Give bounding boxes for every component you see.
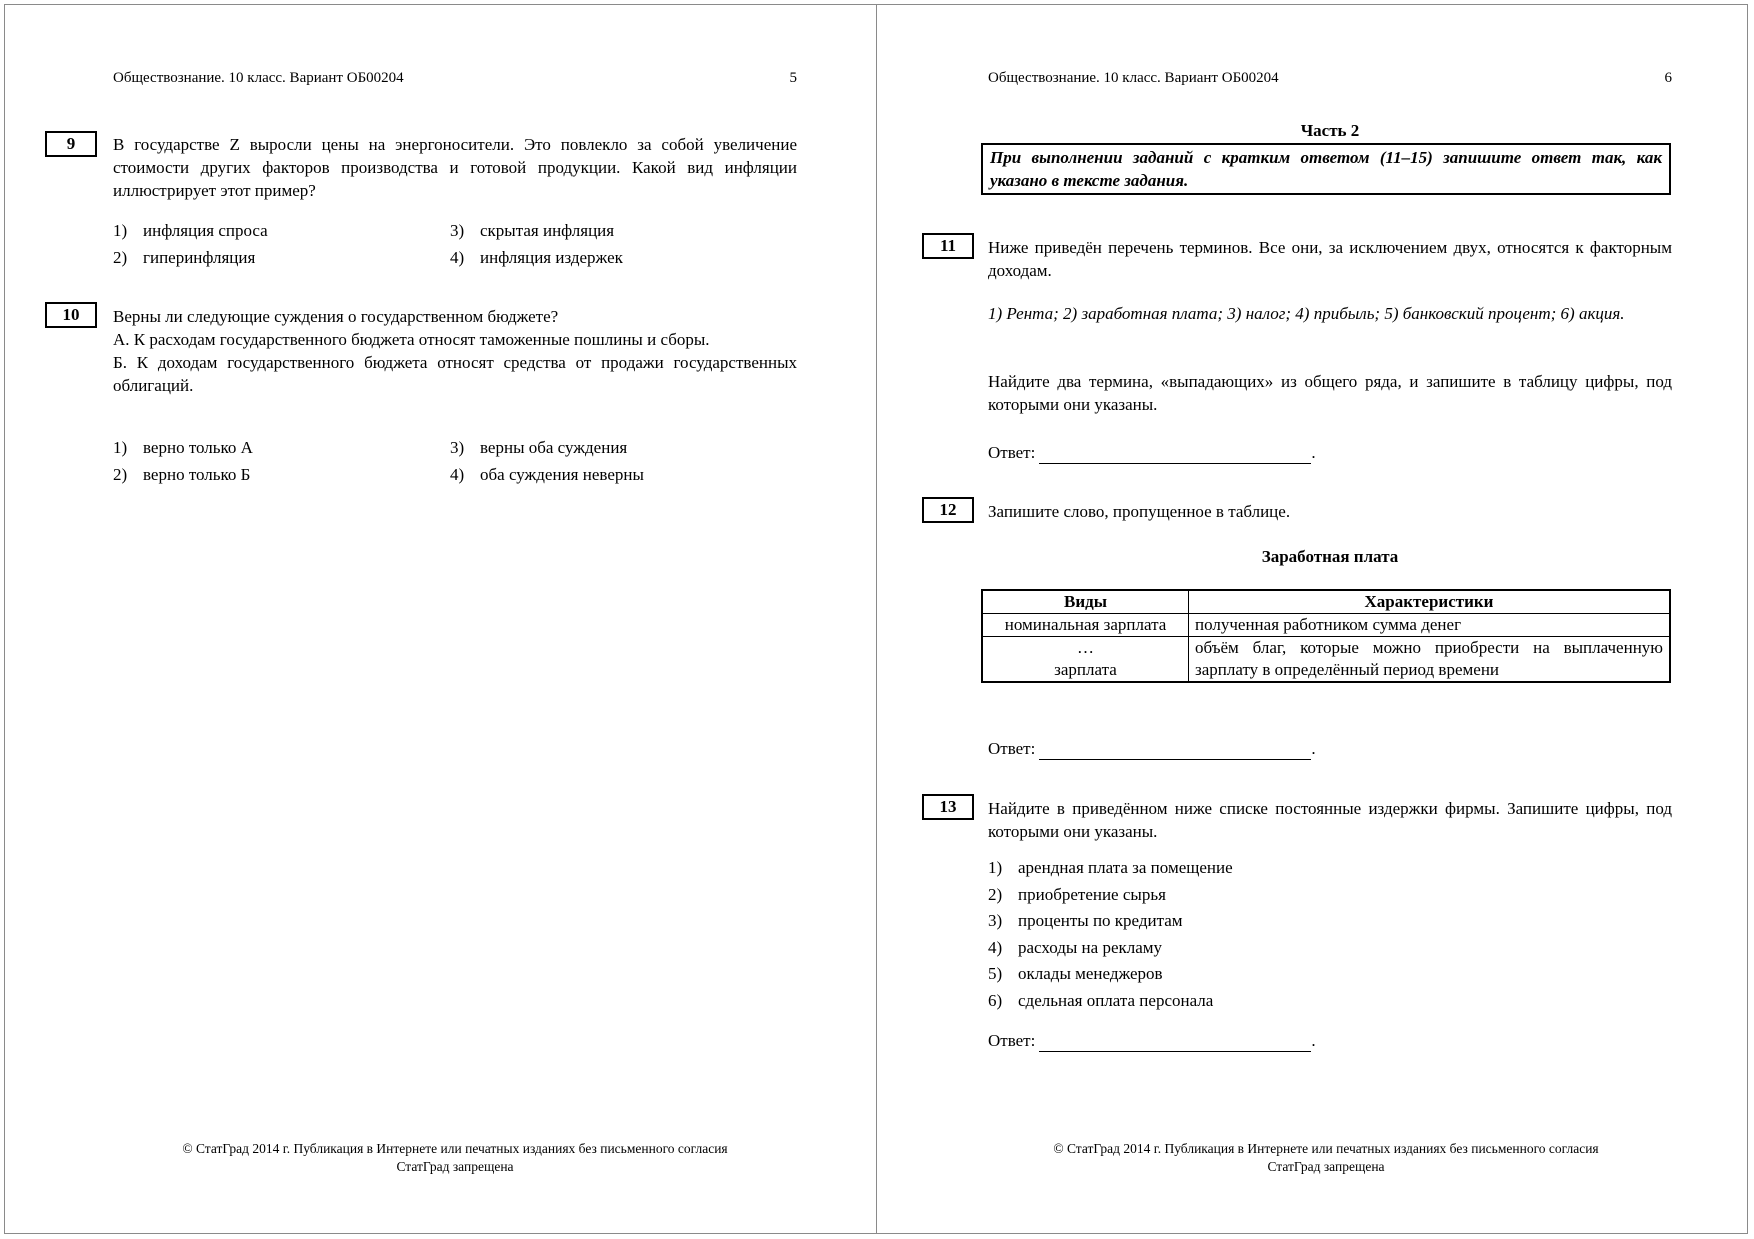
- answer-label: Ответ:: [988, 443, 1036, 462]
- q9-option-3: 3) скрытая инфляция: [450, 221, 615, 240]
- question-9-text: В государстве Z выросли цены на энергоносители. Это повлекло за собой увеличение стоимости других факторов производства и готовой продукции. Какой вид инфляции иллюстрирует этот пример?: [113, 135, 797, 200]
- question-number-9: 9: [45, 131, 97, 157]
- q9-option-1: 1) инфляция спроса: [113, 221, 268, 240]
- table-cell-desc: объём благ, которые можно приобрести на выплаченную зарплату в определённый период времени: [1189, 637, 1671, 683]
- q12-answer: Ответ: .: [988, 739, 1316, 758]
- footer-copyright: © СтатГрад 2014 г. Публикация в Интернете или печатных изданиях без письменного согласия: [182, 1141, 728, 1156]
- footer-copyright: © СтатГрад 2014 г. Публикация в Интернете или печатных изданиях без письменного согласия: [1053, 1141, 1599, 1156]
- table-row: [982, 637, 1670, 683]
- page-number: 5: [789, 70, 797, 86]
- question-number-11: 11: [922, 233, 974, 259]
- q13-answer-field[interactable]: [1039, 1033, 1311, 1052]
- page-header-title: Обществознание. 10 класс. Вариант ОБ00204: [988, 70, 1279, 86]
- table-cell-desc: полученная работником сумма денег: [1189, 614, 1671, 637]
- page-number: 6: [1664, 70, 1672, 86]
- q10-statement-b: Б. К доходам государственного бюджета относят средства от продажи государственных облигаций.: [113, 353, 797, 395]
- question-11-text: Ниже приведён перечень терминов. Все они, за исключением двух, относятся к факторным доходам.: [988, 238, 1672, 280]
- question-number-10: 10: [45, 302, 97, 328]
- page-5: [5, 4, 875, 1234]
- table-row: [982, 614, 1670, 637]
- question-11-terms: 1) Рента; 2) заработная плата; 3) налог; 4) прибыль; 5) банковский процент; 6) акция.: [988, 304, 1625, 323]
- page-header-title: Обществознание. 10 класс. Вариант ОБ00204: [113, 70, 404, 86]
- question-13-text: Найдите в приведённом ниже списке постоянные издержки фирмы. Запишите цифры, под которыми они указаны.: [988, 799, 1672, 841]
- q13-option-4: 4) расходы на рекламу: [988, 938, 1163, 957]
- question-number-12: 12: [922, 497, 974, 523]
- q10-statement-a: А. К расходам государственного бюджета относят таможенные пошлины и сборы.: [113, 330, 710, 349]
- q10-option-2: 2) верно только Б: [113, 465, 251, 484]
- footer-restriction: СтатГрад запрещена: [1267, 1159, 1385, 1174]
- part-title: Часть 2: [1300, 121, 1360, 140]
- q10-option-1: 1) верно только А: [113, 438, 253, 457]
- kind-word: зарплата: [1054, 660, 1117, 679]
- q13-option-3: 3) проценты по кредитам: [988, 911, 1183, 930]
- question-11-task: Найдите два термина, «выпадающих» из общего ряда, и запишите в таблицу цифры, под которыми они указаны.: [988, 372, 1672, 414]
- answer-label: Ответ:: [988, 739, 1036, 758]
- q10-option-4: 4) оба суждения неверны: [450, 465, 644, 484]
- table-title: Заработная плата: [1261, 547, 1399, 566]
- part-instruction: При выполнении заданий с кратким ответом (11–15) запишите ответ так, как указано в тексте задания.: [981, 143, 1671, 195]
- missing-word-ellipsis: …: [1077, 638, 1094, 657]
- q9-option-4: 4) инфляция издержек: [450, 248, 623, 267]
- footer-restriction: СтатГрад запрещена: [396, 1159, 514, 1174]
- q9-option-2: 2) гиперинфляция: [113, 248, 256, 267]
- page-6: [878, 4, 1748, 1234]
- question-number-13: 13: [922, 794, 974, 820]
- page-footer: [85, 1140, 825, 1176]
- q11-answer-field[interactable]: [1039, 445, 1311, 464]
- wage-table: [981, 589, 1671, 683]
- page-footer: [956, 1140, 1696, 1176]
- table-cell-kind: [982, 637, 1189, 683]
- question-10-text: [113, 305, 797, 397]
- q13-option-6: 6) сдельная оплата персонала: [988, 991, 1214, 1010]
- table-header-row: [982, 590, 1670, 614]
- q12-answer-field[interactable]: [1039, 741, 1311, 760]
- q10-option-3: 3) верны оба суждения: [450, 438, 628, 457]
- q13-option-1: 1) арендная плата за помещение: [988, 858, 1233, 877]
- column-header-characteristics: Характеристики: [1189, 590, 1671, 614]
- question-12-text: Запишите слово, пропущенное в таблице.: [988, 502, 1291, 521]
- page-divider: [876, 4, 877, 1234]
- q13-option-2: 2) приобретение сырья: [988, 885, 1166, 904]
- q10-line: Верны ли следующие суждения о государственном бюджете?: [113, 307, 559, 326]
- column-header-kinds: Виды: [982, 590, 1189, 614]
- q11-answer: Ответ: .: [988, 443, 1316, 462]
- q13-option-5: 5) оклады менеджеров: [988, 964, 1163, 983]
- answer-label: Ответ:: [988, 1031, 1036, 1050]
- table-cell-kind: номинальная зарплата: [982, 614, 1189, 637]
- q13-answer: Ответ: .: [988, 1031, 1316, 1050]
